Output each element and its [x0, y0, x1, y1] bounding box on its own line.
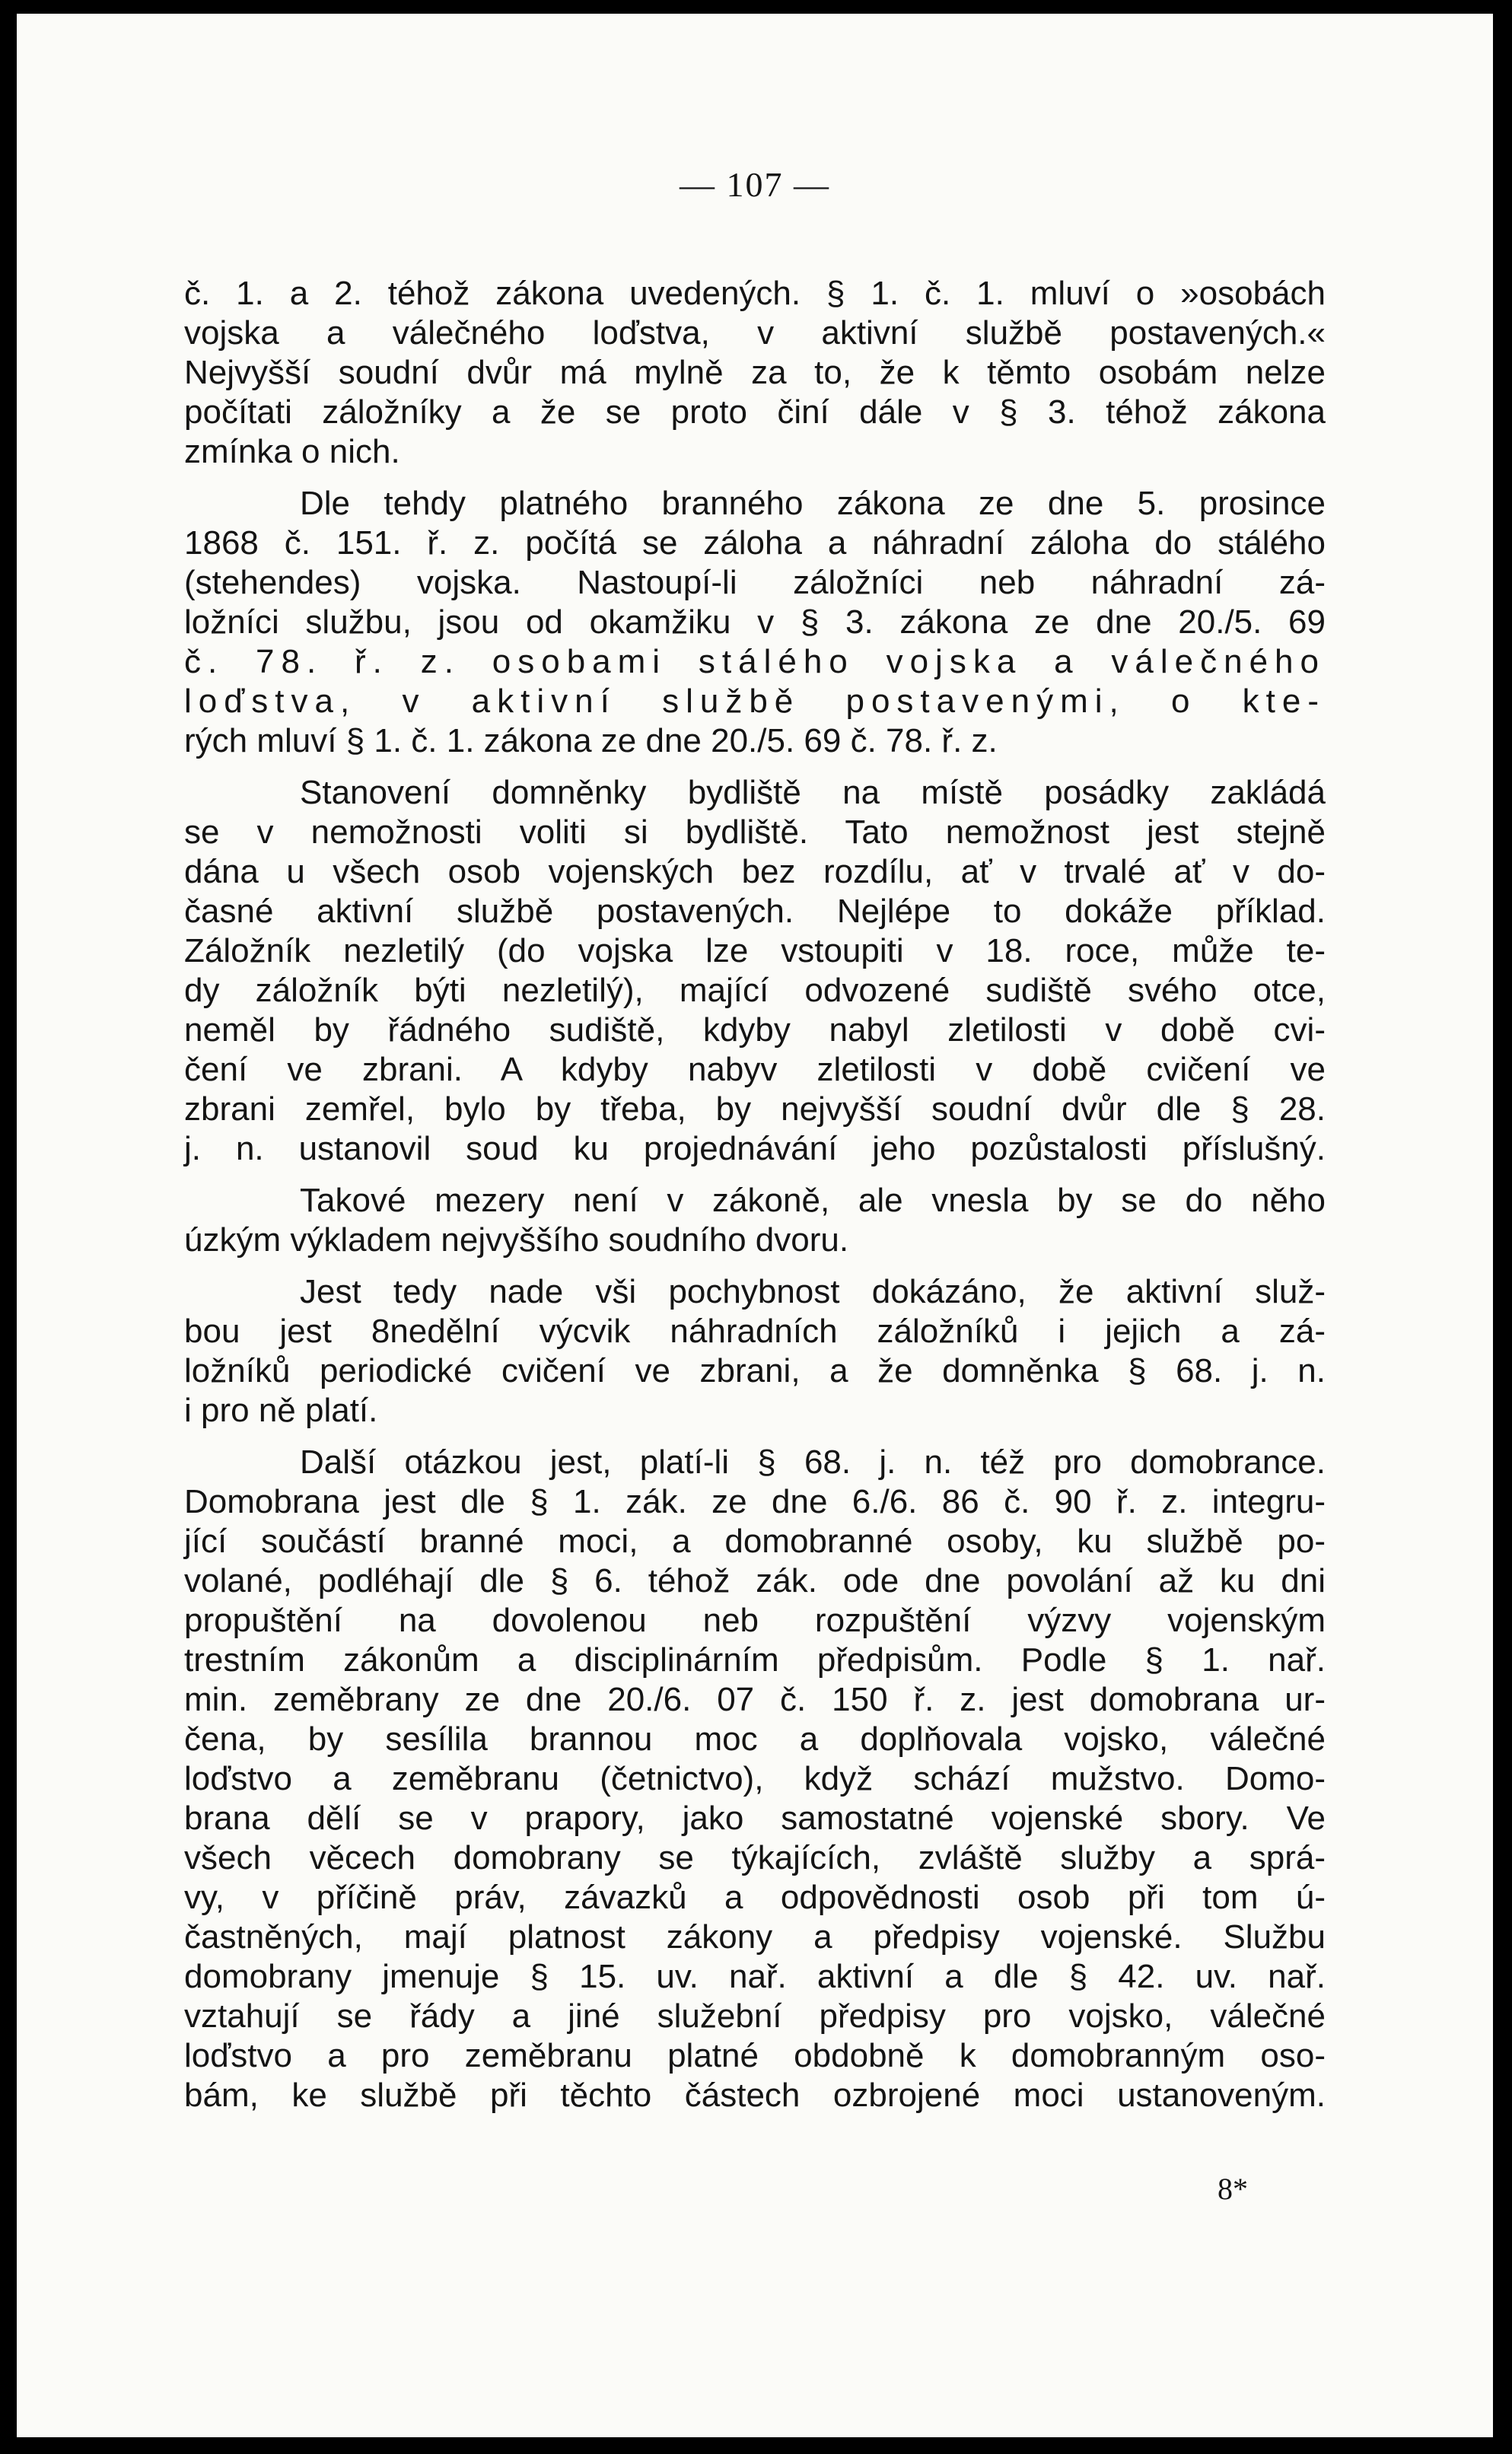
text-line: časné aktivní službě postavených. Nejlépe to dokáže příklad. — [184, 893, 1326, 930]
text-line: Stanovení domněnky bydliště na místě posádky zakládá — [300, 774, 1326, 811]
document-page — [17, 14, 1493, 2437]
text-line: j. n. ustanovil soud ku projednávání jeho pozůstalosti příslušný. — [184, 1130, 1326, 1167]
text-line: loďstvo a pro zeměbranu platné obdobně k domobranným oso- — [184, 2037, 1326, 2074]
text-line: volané, podléhají dle § 6. téhož zák. ode dne povolání až ku dni — [184, 1562, 1326, 1599]
text-line: čení ve zbrani. A kdyby nabyv zletilosti v době cvičení ve — [184, 1051, 1326, 1088]
text-line: propuštění na dovolenou neb rozpuštění výzvy vojenským — [184, 1602, 1326, 1639]
text-line: dána u všech osob vojenských bez rozdílu, ať v trvalé ať v do- — [184, 853, 1326, 890]
text-line: ložníci službu, jsou od okamžiku v § 3. zákona ze dne 20./5. 69 — [184, 603, 1326, 641]
text-line: Dle tehdy platného branného zákona ze dne 5. prosince — [300, 485, 1326, 522]
text-line: jící součástí branné moci, a domobranné osoby, ku službě po- — [184, 1523, 1326, 1560]
text-line: brana dělí se v prapory, jako samostatné vojenské sbory. Ve — [184, 1800, 1326, 1837]
text-line: všech věcech domobrany se týkajících, zvláště služby a sprá- — [184, 1839, 1326, 1876]
text-line: 1868 č. 151. ř. z. počítá se záloha a náhradní záloha do stálého — [184, 524, 1326, 562]
text-line: vy, v příčině práv, závazků a odpovědnosti osob při tom ú- — [184, 1879, 1326, 1916]
text-line: zmínka o nich. — [184, 433, 400, 470]
text-line: Domobrana jest dle § 1. zák. ze dne 6./6. 86 č. 90 ř. z. integru- — [184, 1483, 1326, 1520]
text-line: Nejvyšší soudní dvůr má mylně za to, že k těmto osobám nelze — [184, 354, 1326, 391]
text-line: vojska a válečného loďstva, v aktivní službě postavených.« — [184, 314, 1326, 352]
text-line: počítati záložníky a že se proto činí dále v § 3. téhož zákona — [184, 393, 1326, 431]
text-line: min. zeměbrany ze dne 20./6. 07 č. 150 ř. z. jest domobrana ur- — [184, 1681, 1326, 1718]
signature-mark: 8* — [1218, 2172, 1248, 2206]
text-line: čena, by sesílila brannou moc a doplňovala vojsko, válečné — [184, 1720, 1326, 1758]
text-line: dy záložník býti nezletilý), mající odvozené sudiště svého otce, — [184, 972, 1326, 1009]
text-line: domobrany jmenuje § 15. uv. nař. aktivní a dle § 42. uv. nař. — [184, 1958, 1326, 1995]
text-line: Takové mezery není v zákoně, ale vnesla by se do něho — [300, 1182, 1326, 1219]
text-line: rých mluví § 1. č. 1. zákona ze dne 20./5. 69 č. 78. ř. z. — [184, 722, 998, 759]
text-line: loďstva, v aktivní službě postavenými, o kte- — [184, 683, 1326, 720]
text-line: se v nemožnosti voliti si bydliště. Tato nemožnost jest stejně — [184, 813, 1326, 851]
text-line: Další otázkou jest, platí-li § 68. j. n. též pro domobrance. — [300, 1443, 1326, 1481]
text-line: úzkým výkladem nejvyššího soudního dvoru. — [184, 1221, 849, 1259]
text-line: loďstvo a zeměbranu (četnictvo), když schází mužstvo. Domo- — [184, 1760, 1326, 1797]
text-line: č. 1. a 2. téhož zákona uvedených. § 1. č. 1. mluví o »osobách — [184, 275, 1326, 312]
text-line: vztahují se řády a jiné služební předpisy pro vojsko, válečné — [184, 1997, 1326, 2035]
page-number: — 107 — — [680, 165, 830, 204]
text-line: neměl by řádného sudiště, kdyby nabyl zletilosti v době cvi- — [184, 1011, 1326, 1049]
text-line: zbrani zemřel, bylo by třeba, by nejvyšší soudní dvůr dle § 28. — [184, 1090, 1326, 1128]
text-line: ložníků periodické cvičení ve zbrani, a že domněnka § 68. j. n. — [184, 1352, 1326, 1389]
text-line: trestním zákonům a disciplinárním předpisům. Podle § 1. nař. — [184, 1641, 1326, 1679]
text-line: i pro ně platí. — [184, 1392, 378, 1429]
text-line: č. 78. ř. z. osobami stálého vojska a válečného — [184, 643, 1326, 680]
text-line: Záložník nezletilý (do vojska lze vstoupiti v 18. roce, může te- — [184, 932, 1326, 969]
text-line: bou jest 8nedělní výcvik náhradních záložníků i jejich a zá- — [184, 1313, 1326, 1350]
text-line: (stehendes) vojska. Nastoupí-li záložníci neb náhradní zá- — [184, 564, 1326, 601]
text-line: bám, ke službě při těchto částech ozbrojené moci ustanoveným. — [184, 2077, 1326, 2114]
text-line: Jest tedy nade vši pochybnost dokázáno, že aktivní služ- — [300, 1273, 1326, 1310]
text-line: častněných, mají platnost zákony a předpisy vojenské. Službu — [184, 1918, 1326, 1956]
